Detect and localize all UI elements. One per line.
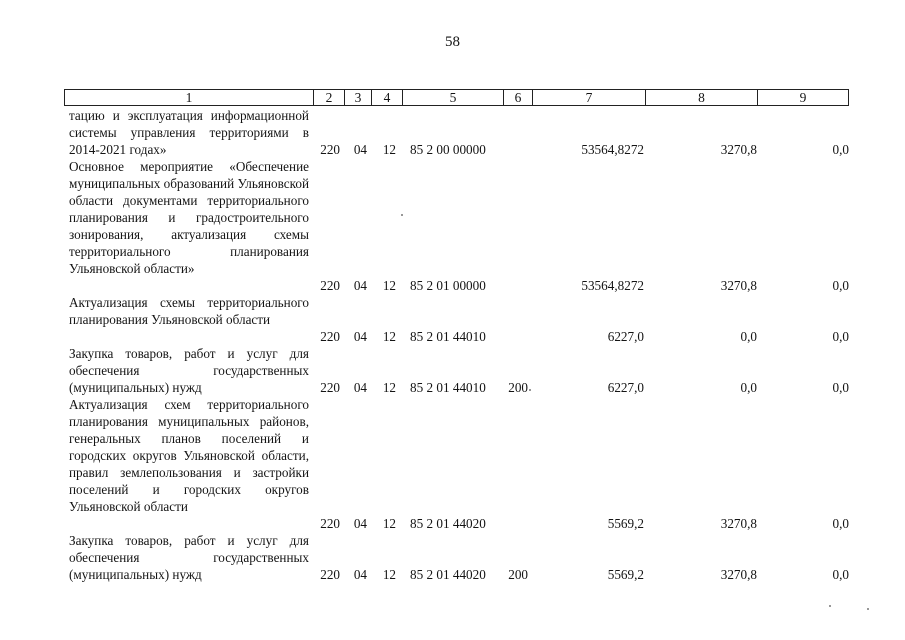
col-8-value: 3270,8: [720, 516, 757, 531]
table-row: [64, 158, 854, 294]
col-3-value: 04: [353, 142, 367, 157]
col-4-value: 12: [382, 142, 396, 157]
col-5-value: 85 2 01 00000: [410, 278, 486, 293]
header-col-6: 6: [514, 90, 522, 105]
col-8-value: 0,0: [740, 329, 757, 344]
col-5-value: 85 2 01 44010: [410, 329, 486, 344]
col-5-value: 85 2 00 00000: [410, 142, 486, 157]
scan-speck: [401, 214, 403, 216]
header-col-5: 5: [449, 90, 457, 105]
col-4-value: 12: [382, 516, 396, 531]
row-description: Закупка товаров, работ и услуг для обеспечения государственных (муниципальных) нужд: [69, 533, 309, 582]
col-9-value: 0,0: [832, 142, 849, 157]
row-description: Закупка товаров, работ и услуг для обеспечения государственных (муниципальных) нужд: [69, 346, 309, 395]
scan-speck: [867, 608, 869, 610]
col-3-value: 04: [353, 380, 367, 395]
col-9-value: 0,0: [832, 567, 849, 582]
header-col-1: 1: [185, 90, 193, 105]
col-8-value: 3270,8: [720, 278, 757, 293]
col-8-value: 3270,8: [720, 567, 757, 582]
col-9-value: 0,0: [832, 516, 849, 531]
col-3-value: 04: [353, 516, 367, 531]
scan-speck: [529, 389, 531, 391]
table-header: [64, 89, 849, 106]
table-row: [64, 294, 854, 345]
col-8-value: 3270,8: [720, 142, 757, 157]
col-7-value: 6227,0: [607, 380, 644, 395]
col-7-value: 53564,8272: [581, 142, 644, 157]
row-description: Актуализация схем территориального планирования муниципальных районов, генеральных планов поселений и городских округов Ульяновской области, правил землепользования и застройки поселений и городских округов Ульяновской области: [69, 397, 309, 514]
col-2-value: 220: [320, 380, 340, 395]
col-2-value: 220: [320, 567, 340, 582]
col-4-value: 12: [382, 278, 396, 293]
col-6-value: 200: [508, 567, 528, 582]
col-2-value: 220: [320, 278, 340, 293]
col-4-value: 12: [382, 329, 396, 344]
header-col-9: 9: [799, 90, 807, 105]
col-3-value: 04: [353, 278, 367, 293]
col-2-value: 220: [320, 516, 340, 531]
col-7-value: 6227,0: [607, 329, 644, 344]
col-7-value: 5569,2: [607, 567, 644, 582]
col-9-value: 0,0: [832, 380, 849, 395]
header-col-7: 7: [585, 90, 593, 105]
col-4-value: 12: [382, 567, 396, 582]
col-3-value: 04: [353, 329, 367, 344]
table-row: [64, 532, 854, 583]
header-col-3: 3: [354, 90, 362, 105]
col-3-value: 04: [353, 567, 367, 582]
col-8-value: 0,0: [740, 380, 757, 395]
col-5-value: 85 2 01 44010: [410, 380, 486, 395]
scan-speck: [829, 605, 831, 607]
col-4-value: 12: [382, 380, 396, 395]
header-col-8: 8: [698, 90, 705, 105]
col-5-value: 85 2 01 44020: [410, 516, 486, 531]
row-description: Основное мероприятие «Обеспечение муниципальных образований Ульяновской области документами территориального планирования и градостроительного зонирования, актуализация схемы территориального планирования Ульяновской области»: [69, 159, 309, 276]
col-2-value: 220: [320, 329, 340, 344]
table-row: [64, 396, 854, 532]
col-6-value: 200: [508, 380, 528, 395]
col-9-value: 0,0: [832, 329, 849, 344]
row-description: Актуализация схемы территориального планирования Ульяновской области: [69, 295, 309, 327]
header-col-4: 4: [383, 90, 391, 105]
col-7-value: 5569,2: [607, 516, 644, 531]
page-number: 58: [445, 34, 460, 50]
col-7-value: 53564,8272: [581, 278, 644, 293]
col-2-value: 220: [320, 142, 340, 157]
row-description: тацию и эксплуатация информационной системы управления территориями в 2014-2021 годах»: [69, 108, 309, 157]
table-row: [64, 107, 854, 158]
col-9-value: 0,0: [832, 278, 849, 293]
table-row: [64, 345, 854, 396]
header-col-2: 2: [325, 90, 333, 105]
col-5-value: 85 2 01 44020: [410, 567, 486, 582]
